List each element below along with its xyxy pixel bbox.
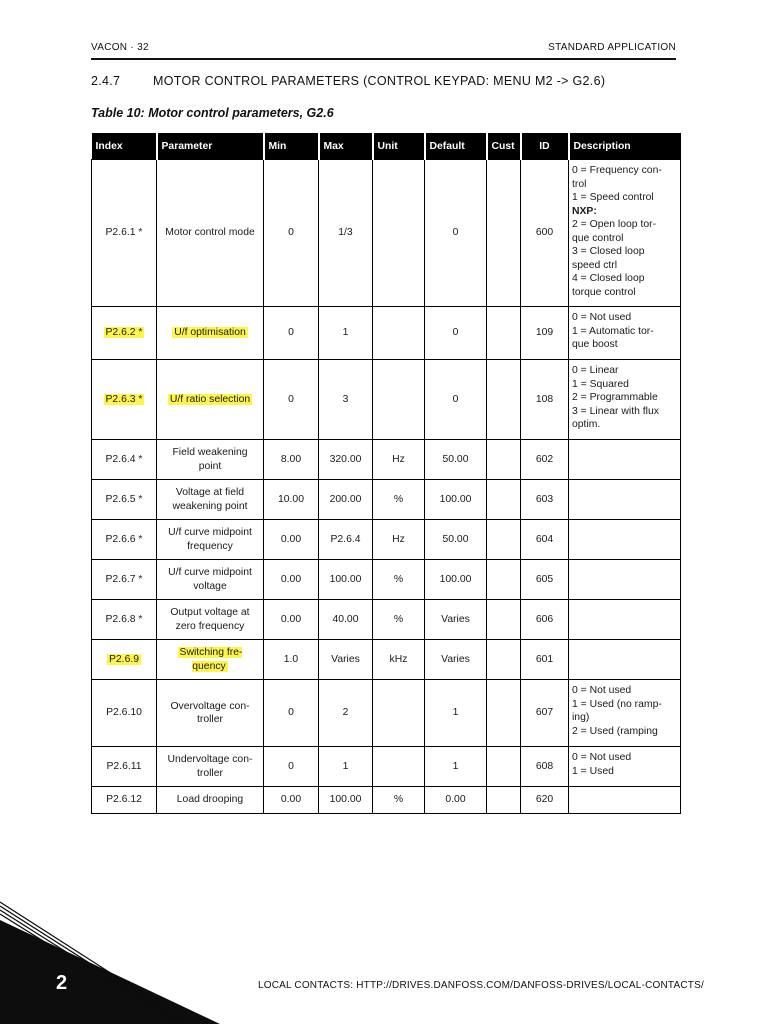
description-line: 0 = Frequency con- (572, 165, 662, 176)
cell-min (264, 680, 319, 747)
cell-cust (487, 560, 521, 600)
cell-parameter (157, 747, 264, 787)
cell-min (264, 787, 319, 814)
cell-description (569, 640, 681, 680)
cell-max (319, 160, 373, 307)
cell-cust (487, 520, 521, 560)
table-row (92, 747, 681, 787)
table-row (92, 787, 681, 814)
cell-min (264, 307, 319, 360)
cell-unit (373, 787, 425, 814)
parameter-value: Load drooping (176, 794, 244, 806)
cell-index (92, 640, 157, 680)
cell-parameter (157, 480, 264, 520)
cell-unit (373, 480, 425, 520)
header-right: STANDARD APPLICATION (548, 42, 676, 53)
cell-parameter (157, 640, 264, 680)
cell-min (264, 160, 319, 307)
table-row (92, 640, 681, 680)
cell-id (521, 160, 569, 307)
max-value: 3 (342, 393, 349, 405)
max-value: 100.00 (329, 794, 362, 806)
cell-index (92, 520, 157, 560)
cell-id (521, 680, 569, 747)
index-value: P2.6.4 * (105, 453, 143, 465)
cell-cust (487, 360, 521, 440)
description-line: 1 = Used (no ramp- (572, 698, 662, 710)
cell-parameter (157, 360, 264, 440)
min-value: 0.00 (280, 573, 302, 585)
cell-default (425, 640, 487, 680)
cell-min (264, 360, 319, 440)
default-value: 100.00 (439, 573, 472, 585)
cell-id (521, 747, 569, 787)
cell-default (425, 480, 487, 520)
default-value: 100.00 (439, 493, 472, 505)
cell-cust (487, 307, 521, 360)
cell-unit (373, 520, 425, 560)
col-header-description: Description (569, 133, 681, 160)
parameter-value: U/f curve midpoint voltage (168, 567, 252, 592)
cell-index (92, 747, 157, 787)
cell-parameter (157, 160, 264, 307)
description-line: 3 = Closed loop (572, 246, 645, 257)
cell-default (425, 307, 487, 360)
cell-min (264, 640, 319, 680)
id-value: 606 (535, 613, 554, 625)
max-value: 100.00 (329, 573, 362, 585)
index-value: P2.6.11 (106, 760, 142, 772)
cell-parameter (157, 440, 264, 480)
cell-default (425, 520, 487, 560)
description-line: NXP: (572, 205, 597, 217)
description-line: ing) (572, 712, 590, 723)
table-row (92, 307, 681, 360)
id-value: 608 (535, 760, 554, 772)
unit-value: % (393, 613, 404, 625)
default-value: 0 (452, 393, 459, 405)
cell-unit (373, 747, 425, 787)
index-value: P2.6.9 (108, 653, 140, 665)
cell-unit (373, 160, 425, 307)
cell-cust (487, 747, 521, 787)
cell-unit (373, 600, 425, 640)
page-number: 2 (56, 972, 68, 994)
cell-parameter (157, 560, 264, 600)
cell-cust (487, 787, 521, 814)
min-value: 0 (288, 327, 294, 339)
cell-description (569, 747, 681, 787)
cell-unit (373, 360, 425, 440)
cell-unit (373, 680, 425, 747)
cell-index (92, 560, 157, 600)
table-row (92, 440, 681, 480)
description-line: 1 = Squared (572, 378, 629, 390)
index-value: P2.6.5 * (105, 493, 143, 505)
default-value: Varies (441, 653, 470, 665)
cell-min (264, 747, 319, 787)
description-line: 1 = Automatic tor- (572, 325, 654, 337)
id-value: 109 (535, 327, 554, 339)
cell-default (425, 360, 487, 440)
description-line: 2 = Open loop tor- (572, 219, 657, 230)
description-line: 1 = Used (572, 765, 614, 777)
max-value: 1/3 (338, 227, 353, 239)
cell-unit (373, 307, 425, 360)
cell-max (319, 520, 373, 560)
col-header-cust: Cust (487, 133, 521, 160)
parameter-value: Motor control mode (165, 227, 255, 239)
unit-value: % (393, 794, 404, 806)
cell-max (319, 560, 373, 600)
header-left: VACON · 32 (91, 42, 149, 53)
id-value: 108 (535, 393, 554, 405)
cell-description (569, 787, 681, 814)
cell-cust (487, 480, 521, 520)
cell-index (92, 160, 157, 307)
id-value: 602 (535, 453, 554, 465)
parameter-value: Output voltage at zero frequency (170, 607, 250, 632)
cell-parameter (157, 307, 264, 360)
index-value: P2.6.10 (106, 707, 142, 719)
min-value: 0.00 (280, 533, 302, 545)
cell-min (264, 440, 319, 480)
cell-id (521, 440, 569, 480)
description-line: torque control (572, 286, 636, 298)
parameter-value: U/f optimisation (174, 327, 246, 339)
unit-value: Hz (392, 533, 405, 545)
cell-description (569, 440, 681, 480)
cell-max (319, 440, 373, 480)
cell-min (264, 520, 319, 560)
description-line: 3 = Linear with flux (572, 405, 659, 417)
cell-cust (487, 600, 521, 640)
parameters-table (91, 133, 681, 814)
index-value: P2.6.6 * (105, 533, 143, 545)
cell-id (521, 360, 569, 440)
table-row (92, 600, 681, 640)
id-value: 600 (535, 227, 554, 239)
cell-min (264, 480, 319, 520)
default-value: 1 (452, 707, 459, 719)
cell-default (425, 747, 487, 787)
description-line: 0 = Not used (572, 312, 632, 323)
table-row (92, 560, 681, 600)
min-value: 10.00 (277, 493, 304, 505)
table-row (92, 680, 681, 747)
default-value: 50.00 (442, 453, 469, 465)
unit-value: kHz (389, 653, 408, 665)
cell-max (319, 787, 373, 814)
cell-description (569, 160, 681, 307)
cell-description (569, 600, 681, 640)
parameter-value: Switching fre-quency (179, 647, 243, 672)
description-line: 2 = Programmable (572, 392, 658, 403)
max-value: 40.00 (332, 613, 359, 625)
cell-max (319, 480, 373, 520)
cell-index (92, 600, 157, 640)
col-header-id: ID (521, 133, 569, 160)
description-line: 0 = Not used (572, 752, 632, 763)
cell-default (425, 440, 487, 480)
default-value: 1 (452, 760, 459, 772)
table-header-row (92, 133, 681, 160)
cell-parameter (157, 520, 264, 560)
cell-id (521, 560, 569, 600)
description-line: 0 = Not used (572, 685, 632, 696)
description-line: trol (572, 178, 587, 190)
cell-default (425, 787, 487, 814)
cell-parameter (157, 600, 264, 640)
cell-default (425, 160, 487, 307)
col-header-parameter: Parameter (157, 133, 264, 160)
id-value: 603 (535, 493, 554, 505)
cell-description (569, 360, 681, 440)
header-rule (91, 58, 676, 60)
cell-id (521, 600, 569, 640)
default-value: Varies (441, 613, 470, 625)
parameter-value: U/f ratio selection (169, 393, 251, 405)
corner-graphic (0, 880, 220, 1024)
cell-description (569, 307, 681, 360)
page-header (91, 42, 676, 53)
cell-id (521, 787, 569, 814)
parameter-value: Voltage at field weakening point (172, 487, 248, 512)
min-value: 0.00 (280, 794, 302, 806)
cell-id (521, 520, 569, 560)
cell-max (319, 600, 373, 640)
min-value: 0.00 (280, 613, 302, 625)
col-header-min: Min (264, 133, 319, 160)
col-header-unit: Unit (373, 133, 425, 160)
cell-index (92, 680, 157, 747)
max-value: 2 (342, 707, 349, 719)
min-value: 0 (288, 760, 294, 772)
description-line: 2 = Used (ramping (572, 725, 658, 737)
cell-index (92, 440, 157, 480)
cell-index (92, 480, 157, 520)
table-row (92, 520, 681, 560)
cell-description (569, 680, 681, 747)
max-value: 1 (342, 327, 349, 339)
id-value: 601 (535, 653, 554, 665)
max-value: Varies (331, 653, 360, 665)
cell-id (521, 640, 569, 680)
description-line: 1 = Speed control (572, 192, 654, 203)
id-value: 620 (535, 794, 554, 806)
min-value: 1.0 (283, 653, 299, 665)
cell-max (319, 640, 373, 680)
parameter-value: Field weakening point (172, 447, 248, 472)
description-line: 4 = Closed loop (572, 273, 645, 284)
cell-max (319, 747, 373, 787)
id-value: 604 (535, 533, 554, 545)
cell-unit (373, 440, 425, 480)
cell-description (569, 560, 681, 600)
cell-parameter (157, 787, 264, 814)
col-header-index: Index (92, 133, 157, 160)
max-value: 320.00 (329, 453, 362, 465)
unit-value: Hz (392, 453, 405, 465)
cell-unit (373, 640, 425, 680)
cell-min (264, 600, 319, 640)
parameter-value: Undervoltage con-troller (167, 754, 253, 779)
max-value: 1 (342, 760, 349, 772)
description-line: optim. (572, 419, 601, 430)
col-header-default: Default (425, 133, 487, 160)
min-value: 0 (288, 227, 294, 239)
index-value: P2.6.7 * (105, 573, 143, 585)
col-header-max: Max (319, 133, 373, 160)
description-line: 0 = Linear (572, 365, 619, 376)
cell-cust (487, 440, 521, 480)
cell-index (92, 787, 157, 814)
default-value: 0 (452, 327, 459, 339)
table-caption: Table 10: Motor control parameters, G2.6 (91, 106, 334, 120)
index-value: P2.6.3 * (105, 393, 143, 405)
max-value: P2.6.4 (330, 533, 361, 545)
unit-value: % (393, 573, 404, 585)
cell-unit (373, 560, 425, 600)
min-value: 8.00 (280, 453, 302, 465)
max-value: 200.00 (329, 493, 362, 505)
description-line: que boost (572, 339, 618, 350)
cell-cust (487, 640, 521, 680)
cell-description (569, 520, 681, 560)
cell-max (319, 360, 373, 440)
index-value: P2.6.2 * (105, 327, 143, 339)
cell-cust (487, 160, 521, 307)
table-row (92, 480, 681, 520)
index-value: P2.6.8 * (105, 613, 143, 625)
description-line: speed ctrl (572, 259, 618, 271)
section-number: 2.4.7 (91, 74, 121, 88)
description-line: que control (572, 232, 624, 244)
cell-max (319, 307, 373, 360)
table-row (92, 160, 681, 307)
local-contacts-link[interactable]: LOCAL CONTACTS: HTTP://DRIVES.DANFOSS.COM/DANFOSS-DRIVES/LOCAL-CONTACTS/ (258, 980, 704, 991)
cell-default (425, 560, 487, 600)
id-value: 607 (535, 707, 554, 719)
cell-min (264, 560, 319, 600)
cell-description (569, 480, 681, 520)
default-value: 0 (452, 227, 459, 239)
cell-max (319, 680, 373, 747)
table-row (92, 360, 681, 440)
cell-id (521, 480, 569, 520)
index-value: P2.6.12 (106, 794, 142, 806)
section-title: MOTOR CONTROL PARAMETERS (CONTROL KEYPAD: MENU M2 -> G2.6) (153, 74, 606, 88)
cell-default (425, 680, 487, 747)
cell-index (92, 360, 157, 440)
default-value: 50.00 (442, 533, 469, 545)
min-value: 0 (288, 707, 294, 719)
cell-default (425, 600, 487, 640)
default-value: 0.00 (445, 794, 466, 806)
parameter-value: U/f curve midpoint frequency (168, 527, 252, 552)
cell-id (521, 307, 569, 360)
unit-value: % (393, 493, 404, 505)
section-heading (91, 74, 605, 88)
cell-index (92, 307, 157, 360)
min-value: 0 (288, 393, 294, 405)
id-value: 605 (535, 573, 554, 585)
parameter-value: Overvoltage con-troller (170, 700, 250, 725)
index-value: P2.6.1 * (105, 227, 143, 239)
cell-cust (487, 680, 521, 747)
cell-parameter (157, 680, 264, 747)
